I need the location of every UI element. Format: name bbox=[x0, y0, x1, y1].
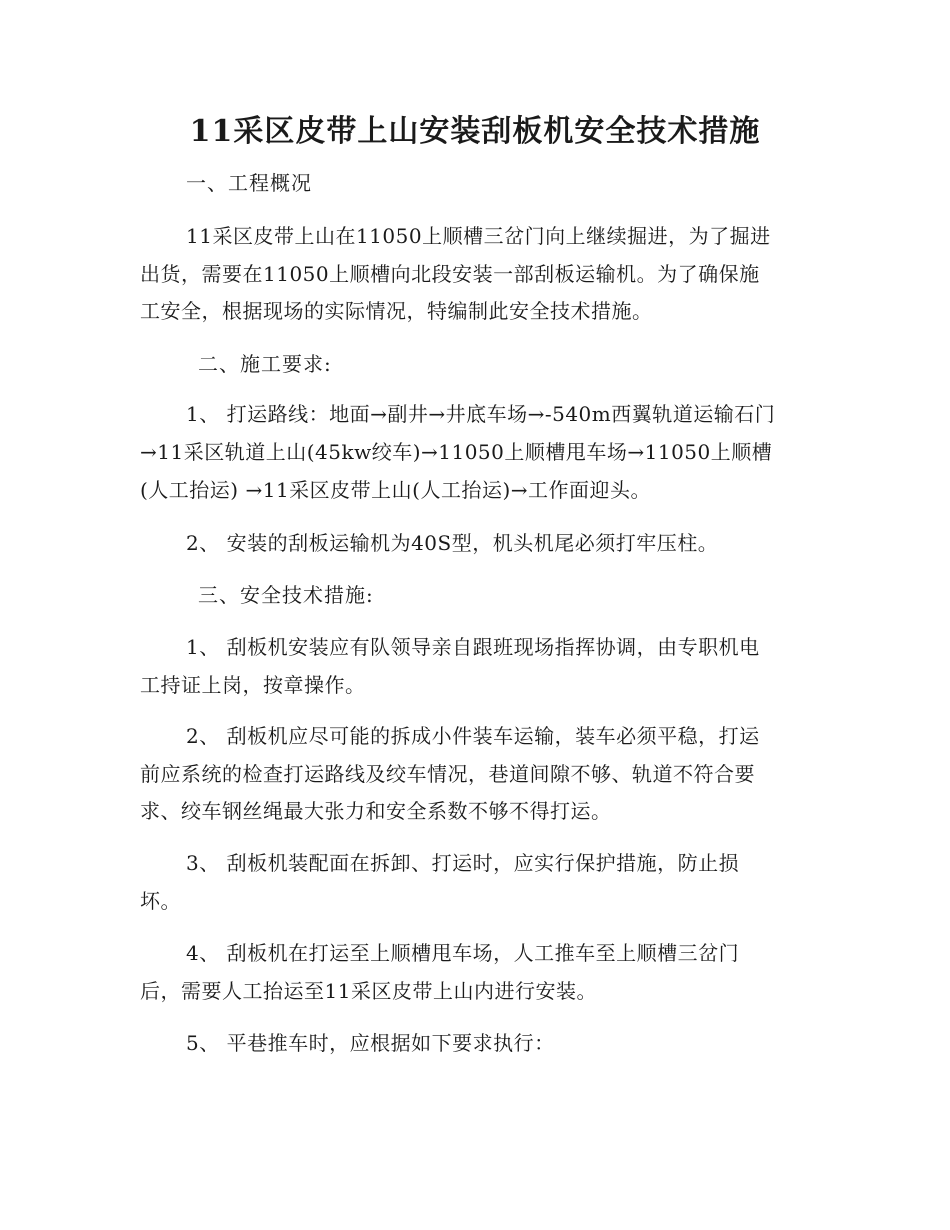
section3-item4-line2: 后，需要人工抬运至11采区皮带上山内进行安装。 bbox=[140, 979, 597, 1003]
section3-item1-line2: 工持证上岗，按章操作。 bbox=[140, 673, 366, 697]
section2-heading: 二、施工要求: bbox=[198, 352, 332, 376]
section3-item2-line3: 求、绞车钢丝绳最大张力和安全系数不够不得打运。 bbox=[140, 799, 612, 823]
section3-item3-line2: 坏。 bbox=[140, 889, 181, 913]
section3-item2-line1: 2、 刮板机应尽可能的拆成小件装车运输，装车必须平稳，打运 bbox=[186, 724, 760, 748]
section3-item2-line2: 前应系统的检查打运路线及绞车情况，巷道间隙不够、轨道不符合要 bbox=[140, 762, 755, 786]
section3-item4-line1: 4、 刮板机在打运至上顺槽甩车场，人工推车至上顺槽三岔门 bbox=[186, 941, 740, 965]
section3-heading: 三、安全技术措施: bbox=[198, 583, 374, 607]
document-title: 11采区皮带上山安装刮板机安全技术措施 bbox=[189, 114, 761, 149]
section2-item1-line1: 1、 打运路线：地面→副井→井底车场→-540m西翼轨道运输石门 bbox=[186, 402, 776, 426]
section1-para1-line3: 工安全，根据现场的实际情况，特编制此安全技术措施。 bbox=[140, 299, 653, 323]
section2-item1-line3: (人工抬运) →11采区皮带上山(人工抬运)→工作面迎头。 bbox=[140, 478, 652, 502]
section3-item1-line1: 1、 刮板机安装应有队领导亲自跟班现场指挥协调，由专职机电 bbox=[186, 635, 760, 659]
section3-item5-line1: 5、 平巷推车时，应根据如下要求执行： bbox=[186, 1031, 555, 1055]
section1-heading: 一、工程概况 bbox=[186, 171, 312, 195]
section3-item3-line1: 3、 刮板机装配面在拆卸、打运时，应实行保护措施，防止损 bbox=[186, 851, 740, 875]
section1-para1-line2: 出货，需要在11050上顺槽向北段安装一部刮板运输机。为了确保施 bbox=[140, 262, 760, 286]
section1-para1-line1: 11采区皮带上山在11050上顺槽三岔门向上继续掘进，为了掘进 bbox=[186, 224, 771, 248]
section2-item1-line2: →11采区轨道上山(45kw绞车)→11050上顺槽甩车场→11050上顺槽 bbox=[140, 440, 773, 464]
section2-item2-line1: 2、 安装的刮板运输机为40S型，机头机尾必须打牢压柱。 bbox=[186, 531, 719, 555]
